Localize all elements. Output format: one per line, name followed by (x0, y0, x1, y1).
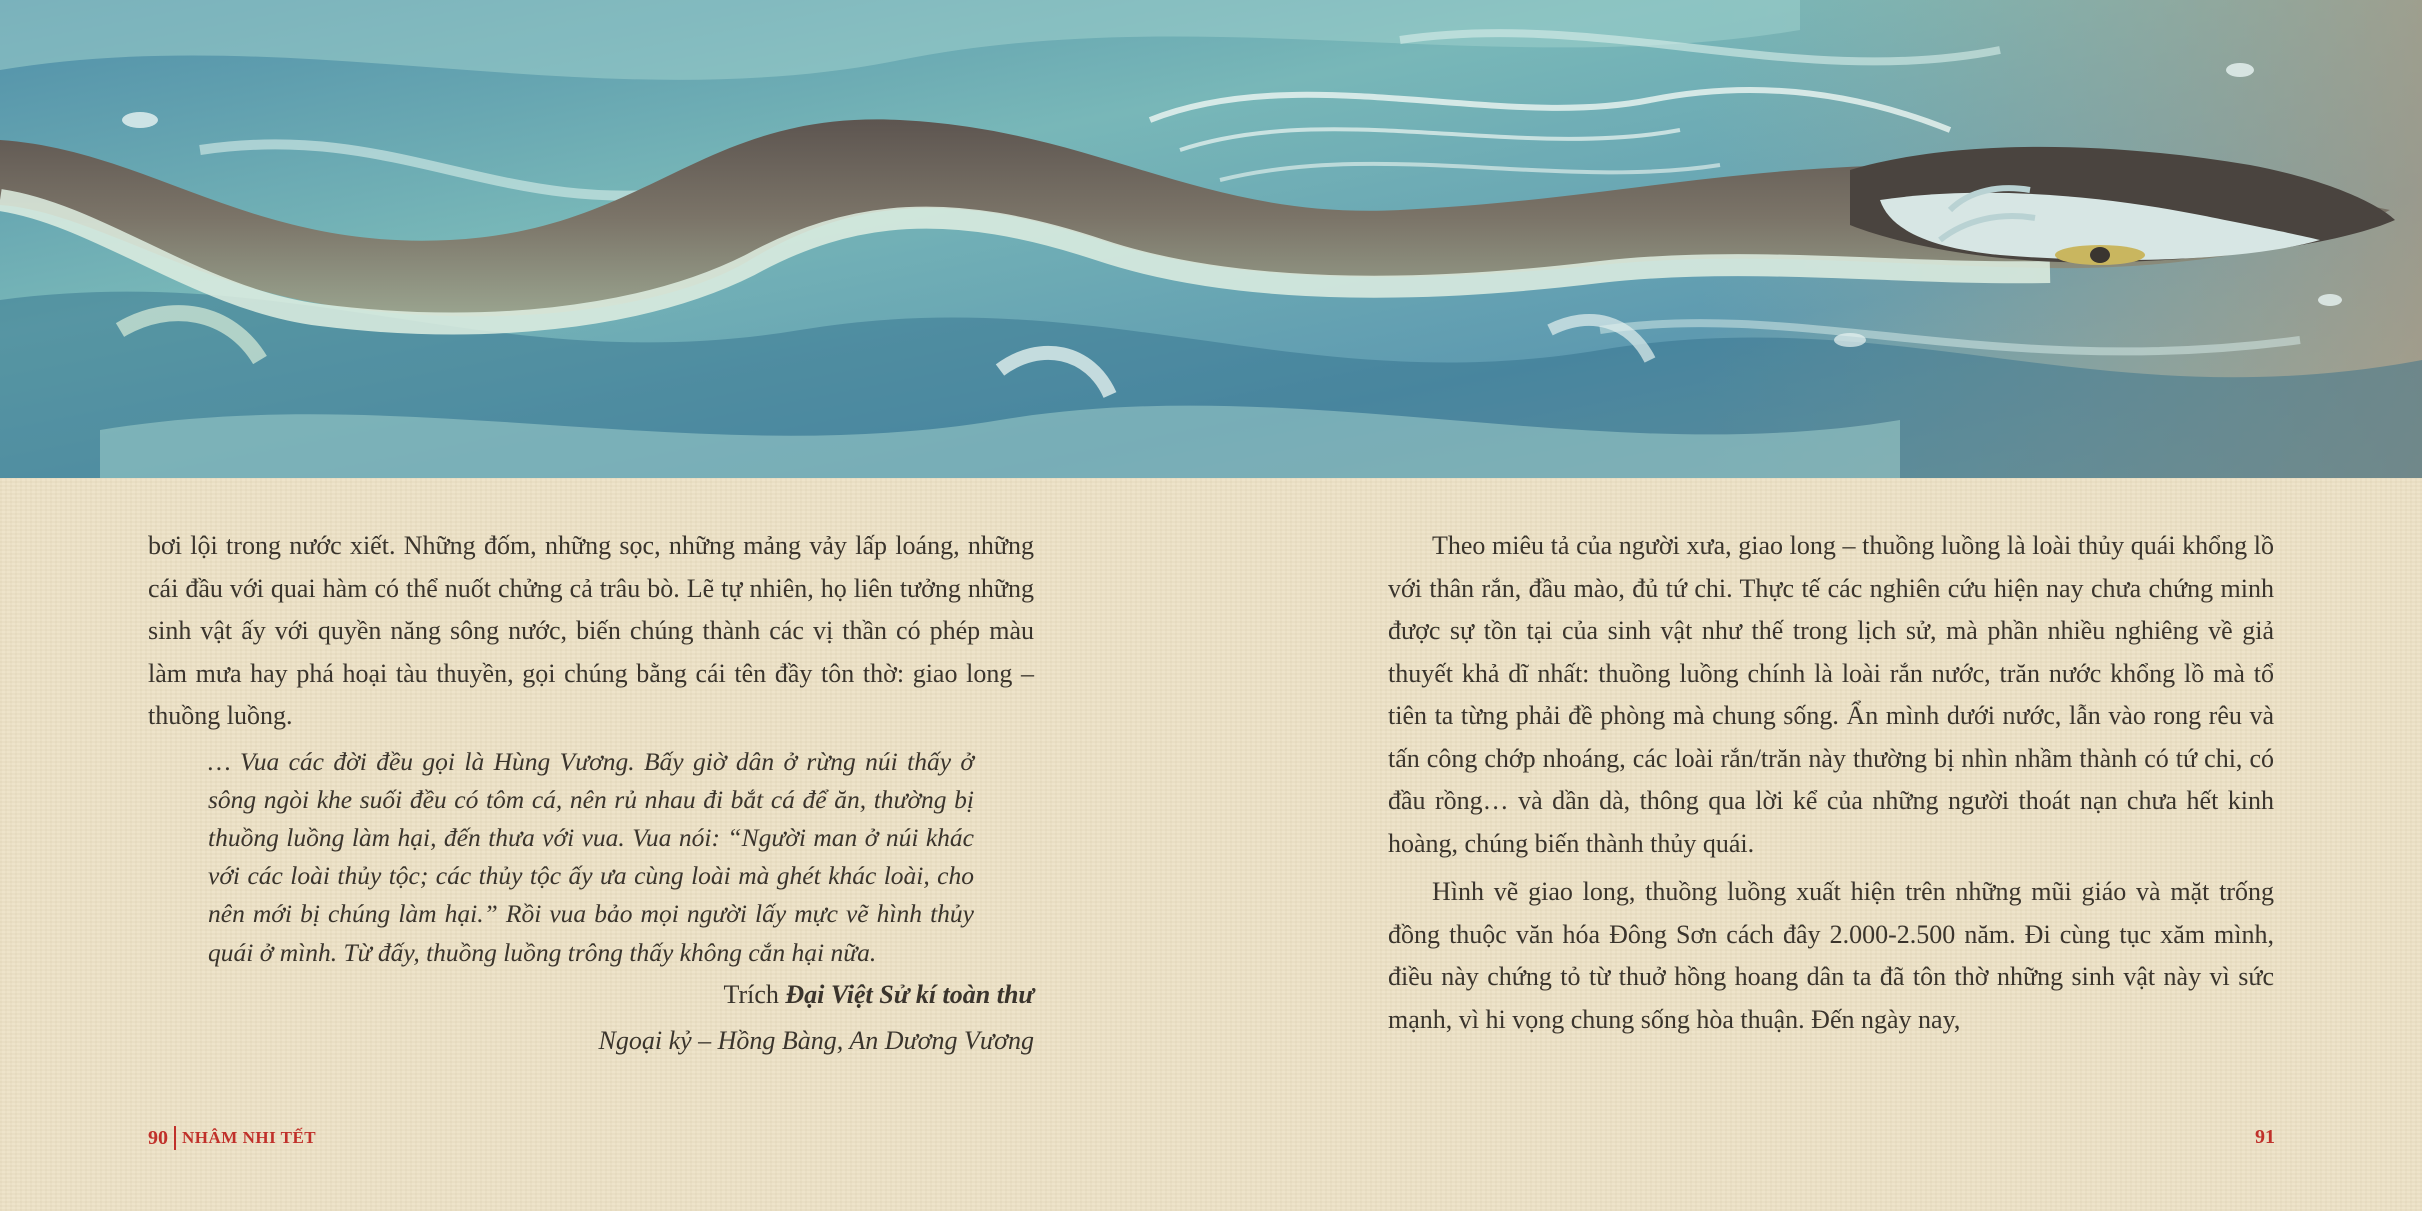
source-prefix: Trích (723, 979, 779, 1009)
right-paragraph-1: Theo miêu tả của người xưa, giao long – thuồng luồng là loài thủy quái khổng lồ với thân rắn, đầu mào, đủ tứ chi. Thực tế các nghiên cứu hiện nay chưa chứng minh được sự tồn tại của sinh vật như thế trong lịch sử, mà phần nhiều nghiêng về giả thuyết khả dĩ nhất: thuồng luồng chính là loài rắn nước, trăn nước khổng lồ mà tổ tiên ta từng phải đề phòng mà chung sống. Ẩn mình dưới nước, lẫn vào rong rêu và tấn công chớp nhoáng, các loài rắn/trăn này thường bị nhìn nhầm thành có tứ chi, có đầu rồng… và dần dà, thông qua lời kể của những người thoát nạn chưa hết kinh hoàng, chúng biến thành thủy quái. (1388, 531, 2274, 858)
source-title: Đại Việt Sử kí toàn thư (785, 979, 1034, 1009)
right-paragraph-2: Hình vẽ giao long, thuồng luồng xuất hiện trên những mũi giáo và mặt trống đồng thuộc văn hóa Đông Sơn cách đây 2.000-2.500 năm. Đi cùng tục xăm mình, điều này chứng tỏ từ thuở hồng hoang dân ta đã tôn thờ những sinh vật này vì sức mạnh, vì hi vọng chung sống hòa thuận. Đến ngày nay, (1388, 877, 2274, 1034)
historical-quote: … Vua các đời đều gọi là Hùng Vương. Bấy giờ dân ở rừng núi thấy ở sông ngòi khe suối đều có tôm cá, nên rủ nhau đi bắt cá để ăn, thường bị thuồng luồng làm hại, đến thưa với vua. Vua nói: “Người man ở núi khác với các loài thủy tộc; các thủy tộc ấy ưa cùng loài mà ghét khác loài, cho nên mới bị chúng làm hại.” Rồi vua bảo mọi người lấy mực vẽ hình thủy quái ở mình. Từ đấy, thuồng luồng trông thấy không cắn hại nữa. (208, 746, 974, 967)
left-footer (148, 1126, 316, 1150)
footer-divider (174, 1126, 176, 1150)
serpent-illustration (0, 0, 2422, 478)
left-page-number: 90 (148, 1126, 168, 1149)
left-paragraph: bơi lội trong nước xiết. Những đốm, những sọc, những mảng vảy lấp loáng, những cái đầu với quai hàm có thể nuốt chửng cả trâu bò. Lẽ tự nhiên, họ liên tưởng những sinh vật ấy với quyền năng sông nước, biến chúng thành các vị thần có phép màu làm mưa hay phá hoại tàu thuyền, gọi chúng bằng cái tên đầy tôn thờ: giao long – thuồng luồng. (148, 531, 1034, 730)
left-page-text (148, 525, 1034, 1064)
source-subtitle: Ngoại kỷ – Hồng Bàng, An Dương Vương (598, 1025, 1034, 1055)
running-title: NHÂM NHI TẾT (182, 1128, 317, 1147)
right-page-text (1388, 525, 2274, 1041)
quote-source (148, 972, 1034, 1018)
right-page-number: 91 (2255, 1126, 2275, 1148)
